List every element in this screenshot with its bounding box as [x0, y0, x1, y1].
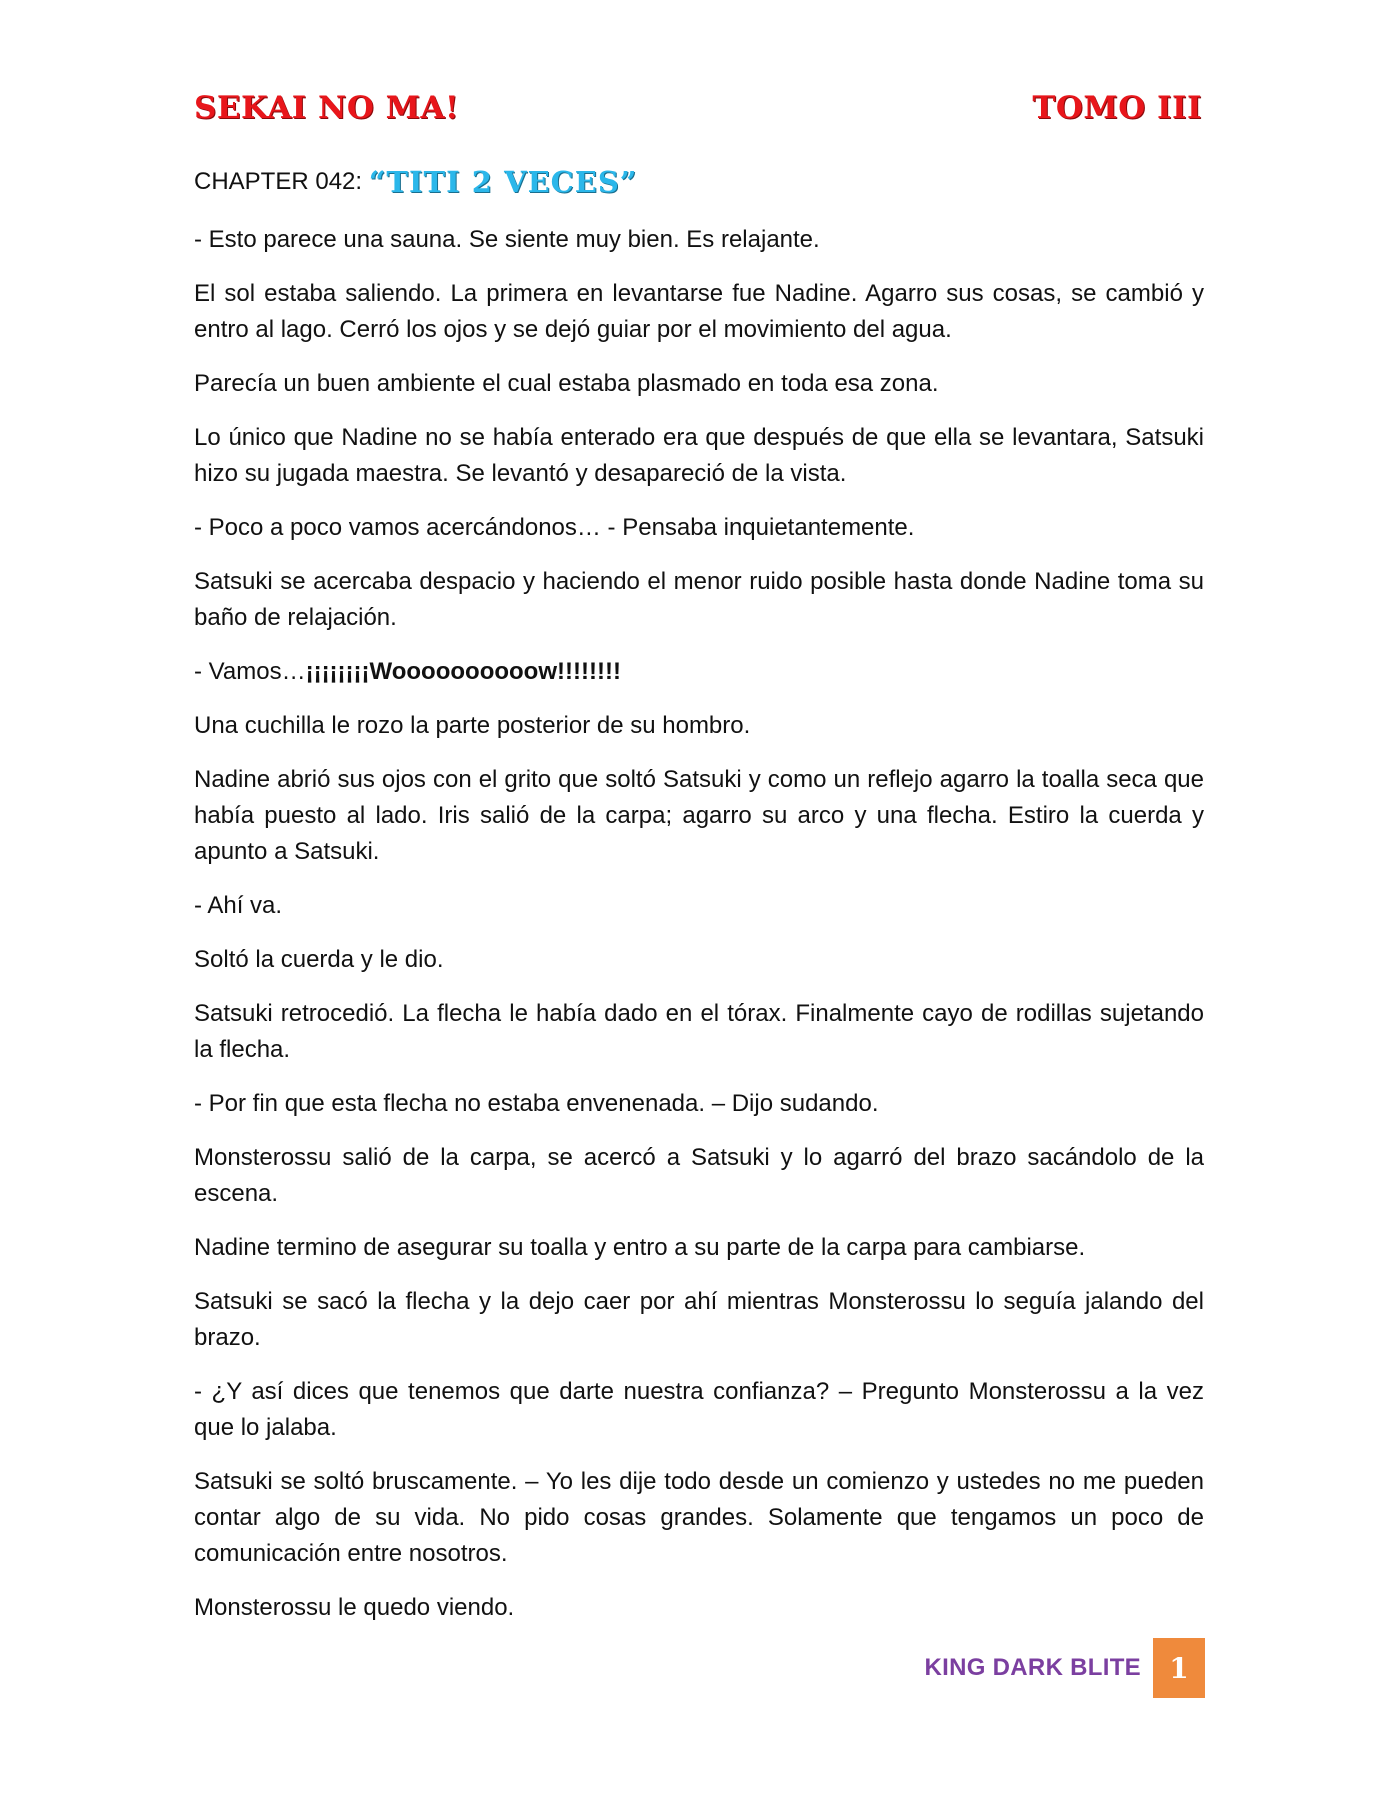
paragraph: Satsuki retrocedió. La flecha le había dado en el tórax. Finalmente cayo de rodillas sujetando la flecha. — [194, 1000, 1204, 1063]
paragraph: Soltó la cuerda y le dio. — [194, 946, 444, 973]
paragraph: Satsuki se soltó bruscamente. – Yo les dije todo desde un comienzo y ustedes no me pueden contar algo de su vida. No pido cosas grandes. Solamente que tengamos un poco de comunicación entre nosotros. — [194, 1468, 1204, 1567]
paragraph: Monsterossu salió de la carpa, se acercó a Satsuki y lo agarró del brazo sacándolo de la escena. — [194, 1144, 1204, 1207]
page-number-badge: 1 — [1153, 1638, 1205, 1698]
page-footer — [925, 1638, 1206, 1698]
paragraph: - Poco a poco vamos acercándonos… - Pensaba inquietantemente. — [194, 514, 915, 541]
paragraph: El sol estaba saliendo. La primera en levantarse fue Nadine. Agarro sus cosas, se cambió y entro al lago. Cerró los ojos y se dejó guiar por el movimiento del agua. — [194, 280, 1204, 343]
paragraph: Nadine abrió sus ojos con el grito que soltó Satsuki y como un reflejo agarro la toalla seca que había puesto al lado. Iris salió de la carpa; agarro su arco y una flecha. Estiro la cuerda y apunto a Satsuki. — [194, 766, 1204, 865]
paragraph: Parecía un buen ambiente el cual estaba plasmado en toda esa zona. — [194, 370, 939, 397]
volume-title: TOMO III — [1032, 90, 1202, 126]
author-name: KING DARK BLITE — [924, 1654, 1141, 1681]
paragraph: - Esto parece una sauna. Se siente muy bien. Es relajante. — [194, 226, 820, 253]
chapter-heading — [194, 162, 638, 202]
paragraph-text: - Vamos… — [194, 658, 306, 685]
chapter-title: “TITI 2 VECES” — [368, 165, 638, 199]
paragraph: - Ahí va. — [194, 892, 283, 919]
paragraph — [194, 654, 1204, 690]
chapter-label: CHAPTER 042: — [194, 168, 369, 195]
paragraph: Monsterossu le quedo viendo. — [194, 1594, 515, 1621]
paragraph: Nadine termino de asegurar su toalla y entro a su parte de la carpa para cambiarse. — [194, 1234, 1086, 1261]
series-title: SEKAI NO MA! — [194, 90, 460, 126]
paragraph: Lo único que Nadine no se había enterado era que después de que ella se levantara, Satsuki hizo su jugada maestra. Se levantó y desapareció de la vista. — [194, 424, 1204, 487]
paragraph: - Por fin que esta flecha no estaba envenenada. – Dijo sudando. — [194, 1090, 879, 1117]
paragraph: - ¿Y así dices que tenemos que darte nuestra confianza? – Pregunto Monsterossu a la vez que lo jalaba. — [194, 1378, 1204, 1441]
chapter-body — [194, 222, 1204, 1644]
paragraph-shout: ¡¡¡¡¡¡¡¡Woooooooooow!!!!!!!! — [305, 658, 621, 685]
paragraph: Una cuchilla le rozo la parte posterior de su hombro. — [194, 712, 751, 739]
paragraph: Satsuki se sacó la flecha y la dejo caer por ahí mientras Monsterossu lo seguía jalando del brazo. — [194, 1288, 1204, 1351]
paragraph: Satsuki se acercaba despacio y haciendo el menor ruido posible hasta donde Nadine toma su baño de relajación. — [194, 568, 1204, 631]
